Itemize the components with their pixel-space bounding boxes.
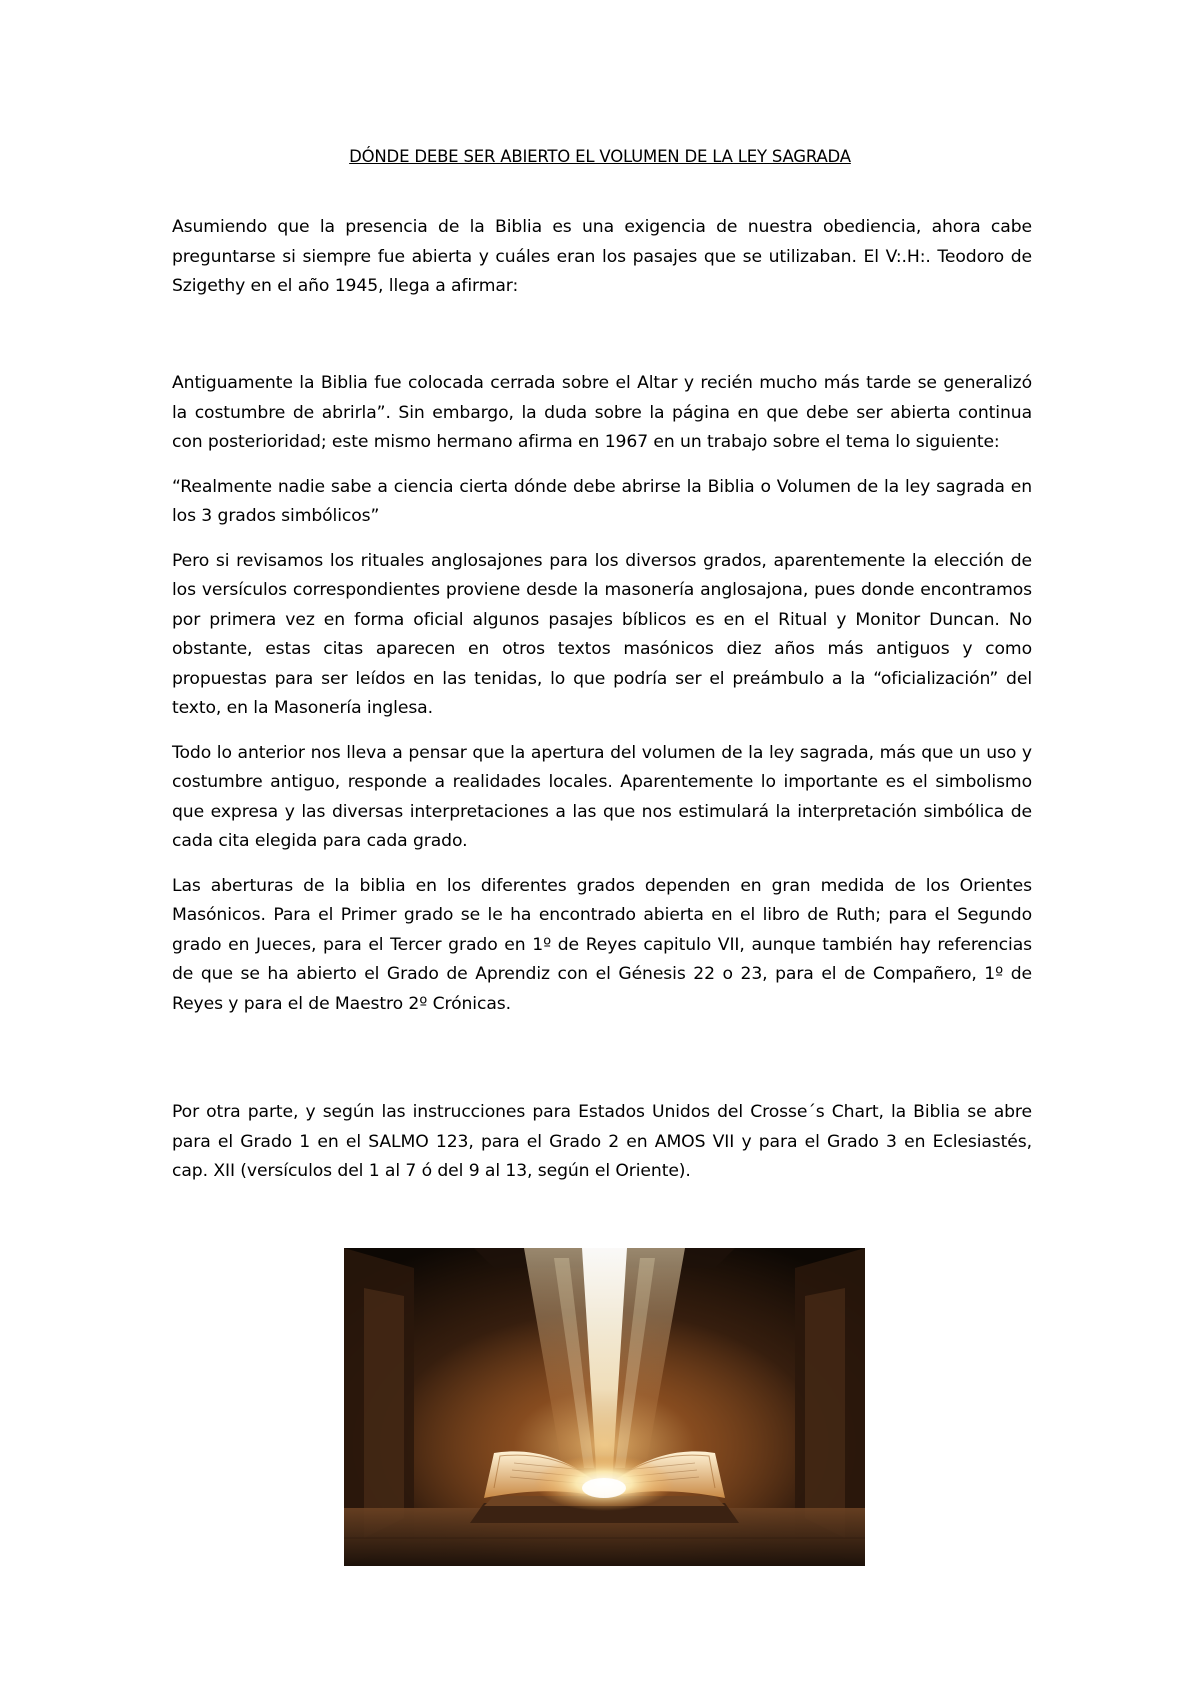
body-text-main bbox=[172, 369, 1032, 1034]
paragraph-5: Todo lo anterior nos lleva a pensar que la apertura del volumen de la ley sagrada, más que un uso y costumbre antiguo, responde a realidades locales. Aparentemente lo importante es el simbolismo que expresa y las diversas interpretaciones a las que nos estimulará la interpretación simbólica de cada cita elegida para cada grado. bbox=[172, 742, 1032, 851]
paragraph-7: Por otra parte, y según las instrucciones para Estados Unidos del Crosse´s Chart, la Biblia se abre para el Grado 1 en el SALMO 123, para el Grado 2 en AMOS VII y para el Grado 3 en Eclesiastés, cap. XII (versículos del 1 al 7 ó del 9 al 13, según el Oriente). bbox=[172, 1102, 1032, 1181]
paragraph-1: Asumiendo que la presencia de la Biblia es una exigencia de nuestra obediencia, ahora cabe preguntarse si siempre fue abierta y cuáles eran los pasajes que se utilizaban. El V:.H:. Teodoro de Szigethy en el año 1945, llega a afirmar: bbox=[172, 217, 1032, 296]
body-text-upper bbox=[172, 213, 1032, 317]
open-book-image bbox=[344, 1248, 865, 1566]
open-book-illustration bbox=[344, 1248, 865, 1566]
paragraph-6: Las aberturas de la biblia en los diferentes grados dependen en gran medida de los Orientes Masónicos. Para el Primer grado se le ha encontrado abierta en el libro de Ruth; para el Segundo grado en Jueces, para el Tercer grado en 1º de Reyes capitulo VII, aunque también hay referencias de que se ha abierto el Grado de Aprendiz con el Génesis 22 o 23, para el de Compañero, 1º de Reyes y para el de Maestro 2º Crónicas. bbox=[172, 875, 1032, 1014]
paragraph-3-quote: “Realmente nadie sabe a ciencia cierta dónde debe abrirse la Biblia o Volumen de la ley sagrada en los 3 grados simbólicos” bbox=[172, 476, 1032, 526]
body-text-lower bbox=[172, 1098, 1032, 1202]
paragraph-4: Pero si revisamos los rituales anglosajones para los diversos grados, aparentemente la elección de los versículos correspondientes proviene desde la masonería anglosajona, pues donde encontramos por primera vez en forma oficial algunos pasajes bíblicos es en el Ritual y Monitor Duncan. No obstante, estas citas aparecen en otros textos masónicos diez años más antiguos y como propuestas para ser leídos en las tenidas, lo que podría ser el preámbulo a la “oficialización” del texto, en la Masonería inglesa. bbox=[172, 550, 1032, 718]
paragraph-2: Antiguamente la Biblia fue colocada cerrada sobre el Altar y recién mucho más tarde se generalizó la costumbre de abrirla”. Sin embargo, la duda sobre la página en que debe ser abierta continua con posterioridad; este mismo hermano afirma en 1967 en un trabajo sobre el tema lo siguiente: bbox=[172, 373, 1032, 452]
page-title: DÓNDE DEBE SER ABIERTO EL VOLUMEN DE LA LEY SAGRADA bbox=[349, 147, 851, 166]
